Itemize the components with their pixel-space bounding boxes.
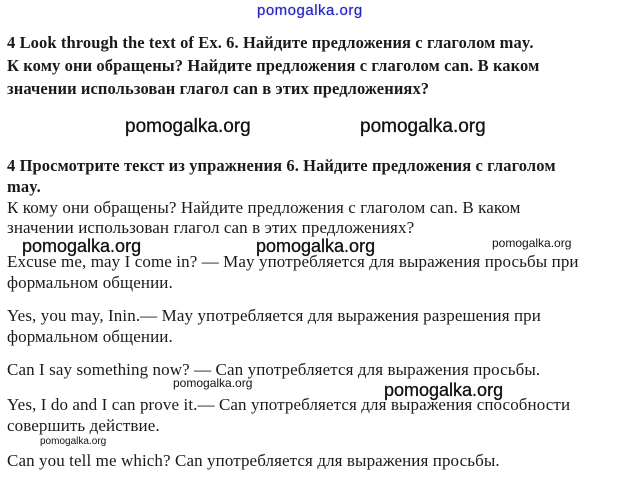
translation-line-3: К кому они обращены? Найдите предложения с глаголом can. В каком	[7, 198, 521, 217]
watermark-f: pomogalka.org	[173, 376, 253, 390]
task-header-line-2: К кому они обращены? Найдите предложения с глаголом can. В каком	[7, 56, 540, 75]
watermark-d: pomogalka.org	[256, 236, 376, 256]
answer-4-line-1: Yes, I do and I can prove it.— Can употребляется для выражения способности	[7, 395, 571, 414]
watermark-c: pomogalka.org	[22, 236, 142, 256]
translation-line-4: значении использован глагол can в этих предложениях?	[7, 218, 415, 237]
answer-4-line-2: совершить действие.	[7, 416, 160, 435]
task-header-line-3: значении использован глагол can в этих предложениях?	[7, 79, 430, 98]
watermark-e: pomogalka.org	[492, 236, 572, 250]
watermark-top[interactable]: pomogalka.org	[257, 2, 363, 19]
watermark-a: pomogalka.org	[125, 116, 251, 137]
answer-1-line-1: Excuse me, may I come in? — May употребляется для выражения просьбы при	[7, 252, 579, 271]
answer-2-line-2: формальном общении.	[7, 327, 173, 346]
task-header-line-1: 4 Look through the text of Ex. 6. Найдите предложения с глаголом may.	[7, 33, 534, 52]
answer-3-line-1: Can I say something now? — Can употребляется для выражения просьбы.	[7, 360, 541, 379]
answer-1-line-2: формальном общении.	[7, 273, 173, 292]
watermark-g: pomogalka.org	[384, 380, 504, 400]
answer-5-line-1: Can you tell me which? Can употребляется для выражения просьбы.	[7, 451, 500, 470]
watermark-h: pomogalka.org	[40, 436, 107, 447]
translation-line-1: 4 Просмотрите текст из упражнения 6. Найдите предложения с глаголом	[7, 156, 556, 175]
translation-line-2: may.	[7, 177, 41, 196]
watermark-b: pomogalka.org	[360, 116, 486, 137]
answer-2-line-1: Yes, you may, Inin.— May употребляется для выражения разрешения при	[7, 306, 541, 325]
